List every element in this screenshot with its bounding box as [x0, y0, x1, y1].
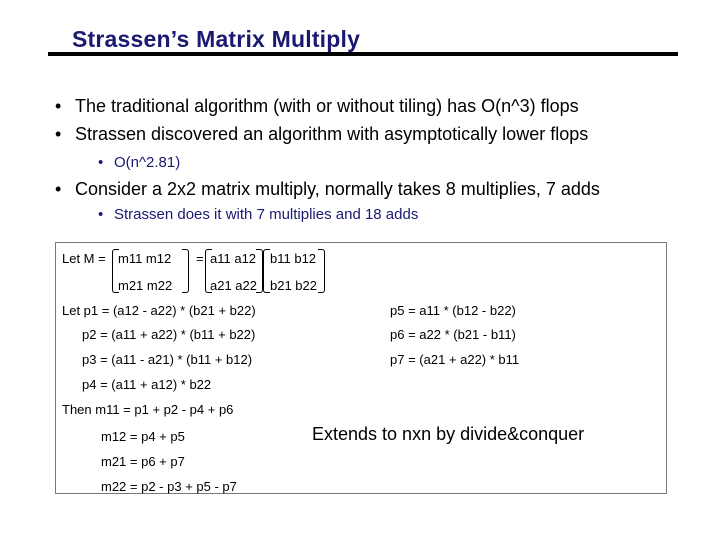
m12-formula: m12 = p4 + p5 [101, 429, 185, 444]
a-right-bracket [256, 249, 263, 293]
b-row-2: b21 b22 [270, 278, 317, 293]
sub-bullet-dot: • [98, 206, 104, 223]
let-m-label: Let M = [62, 251, 106, 266]
bullet-dot: • [55, 96, 62, 116]
m-row-2: m21 m22 [118, 278, 173, 293]
b-row-1: b11 b12 [270, 251, 317, 266]
bullet-text: The traditional algorithm (with or without tiling) has O(n^3) flops [75, 96, 579, 116]
p2-formula: p2 = (a11 + a22) * (b11 + b22) [82, 327, 256, 342]
sub-bullet-strassen-count [98, 206, 419, 223]
m-right-bracket [182, 249, 189, 293]
bullet-dot: • [55, 124, 62, 144]
sub-bullet-dot: • [98, 154, 104, 171]
p1-formula: Let p1 = (a12 - a22) * (b21 + b22) [62, 303, 256, 318]
extends-note: Extends to nxn by divide&conquer [312, 424, 585, 444]
p4-formula: p4 = (a11 + a12) * b22 [82, 377, 212, 392]
p7-formula: p7 = (a21 + a22) * b11 [390, 352, 520, 367]
sub-bullet-complexity [98, 154, 181, 171]
m-row-1: m11 m12 [118, 251, 172, 266]
p3-formula: p3 = (a11 - a21) * (b11 + b12) [82, 352, 253, 367]
bullet-traditional [55, 96, 579, 117]
a-row-1: a11 a12 [210, 251, 257, 266]
sub-bullet-text: Strassen does it with 7 multiplies and 18 adds [114, 206, 419, 223]
bullet-text: Strassen discovered an algorithm with asymptotically lower flops [75, 124, 589, 144]
equals-sign: = [196, 251, 204, 266]
bullet-dot: • [55, 179, 62, 199]
bullet-strassen [55, 124, 589, 145]
b-right-bracket [318, 249, 325, 293]
p6-formula: p6 = a22 * (b21 - b11) [390, 327, 516, 342]
bullet-2x2 [55, 179, 600, 200]
a-row-2: a21 a22 [210, 278, 257, 293]
sub-bullet-text: O(n^2.81) [114, 154, 181, 171]
m21-formula: m21 = p6 + p7 [101, 454, 185, 469]
bullet-text: Consider a 2x2 matrix multiply, normally takes 8 multiplies, 7 adds [75, 179, 600, 199]
slide-title: Strassen’s Matrix Multiply [72, 26, 361, 52]
m22-formula: m22 = p2 - p3 + p5 - p7 [101, 479, 237, 494]
b-left-bracket [263, 249, 270, 293]
p5-formula: p5 = a11 * (b12 - b22) [390, 303, 516, 318]
title-underline [48, 52, 678, 56]
m11-formula: Then m11 = p1 + p2 - p4 + p6 [62, 402, 234, 417]
